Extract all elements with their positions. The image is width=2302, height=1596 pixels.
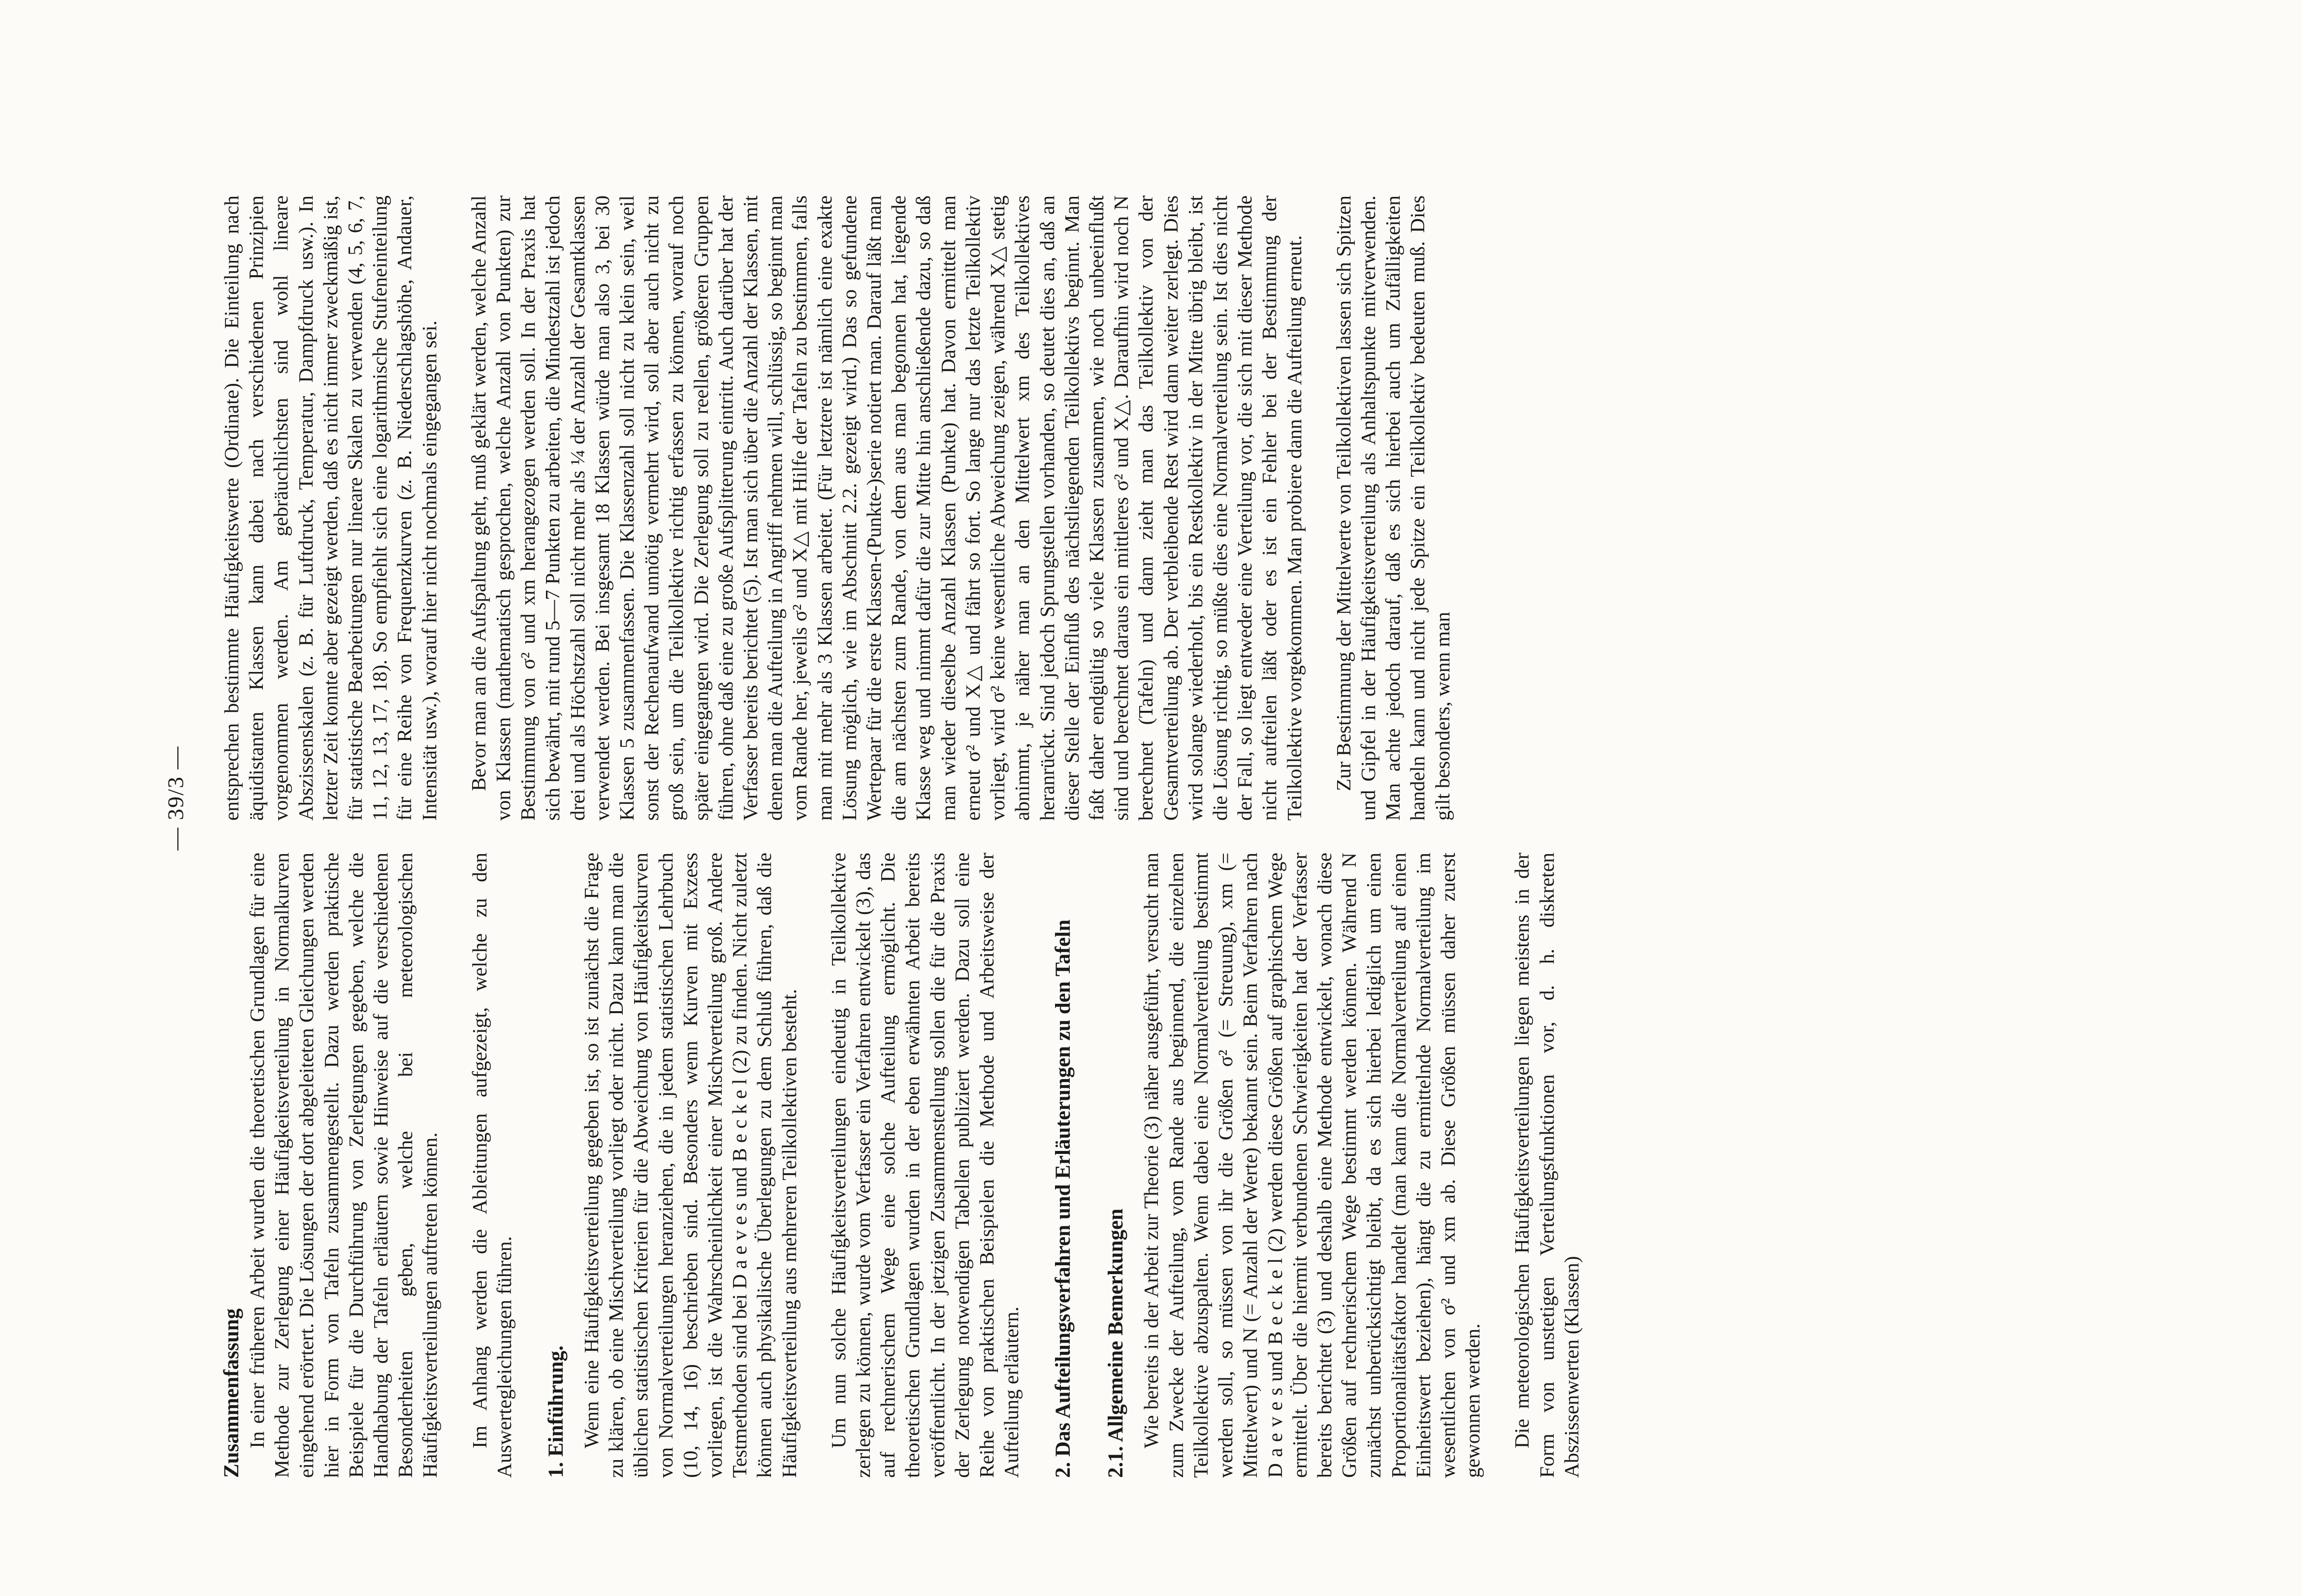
section-1-paragraph-2: Um nun solche Häufigkeitsverteilungen eindeutig in Teilkollektive zerlegen zu können, wurde vom Verfasser ein Verfahren entwickelt (3), das auf rechnerischem Wege eine solche Aufteilung ermöglicht. Die theoretischen Grundlagen wurden in der eben erwähnten Arbeit bereits veröffentlicht. In der jetzigen Zusammenstellung sollen die für die Praxis der Zerlegung notwendigen Tabellen publiziert werden. Dazu soll eine Reihe von praktischen Beispielen die Methode und Arbeitsweise der Aufteilung erläutern. — [827, 853, 1023, 1478]
right-column — [219, 195, 1455, 821]
page-number: — 39/3 — — [163, 745, 188, 851]
summary-paragraph: In einer früheren Arbeit wurden die theoretischen Grundlagen für eine Methode zur Zerlegung einer Häufigkeitsverteilung in Normalkurven eingehend erörtert. Die Lösungen der dort abgeleiteten Gleichungen werden hier in Form von Tafeln zusammengestellt. Dazu werden praktische Beispiele für die Durchführung von Zerlegungen gegeben, welche die Handhabung der Tafeln erläutern sowie Hinweise auf die verschiedenen Besonderheiten geben, welche bei meteorologischen Häufigkeitsverteilungen auftreten können. — [246, 853, 442, 1478]
summary-heading: Zusammenfassung — [220, 1308, 243, 1478]
section-2-1-paragraph-1: Wie bereits in der Arbeit zur Theorie (3) näher ausgeführt, versucht man zum Zwecke der Aufteilung, vom Rande aus beginnend, die einzelnen Teilkollektive abzuspalten. Wenn dabei eine Normalverteilung bestimmt werden soll, so müssen von ihr die Größen σ² (= Streuung), xm (= Mittelwert) und N (= Anzahl der Werte) bekannt sein. Beim Verfahren nach D a e v e s und B e c k e l (2) werden diese Größen auf graphischem Wege ermittelt. Über die hiermit verbundenen Schwierigkeiten hat der Verfasser bereits berichtet (3) und deshalb eine Methode entwickelt, wonach diese Größen auf rechnerischem Wege bestimmt werden können. Während N zunächst unberücksichtigt bleibt, da es sich hierbei lediglich um einen Proportionalitätsfaktor handelt (man kann die Normalverteilung auf einen Einheitswert beziehen), hängt die zu ermittelnde Normalverteilung im wesentlichen von σ² und xm ab. Diese Größen müssen daher zuerst gewonnen werden. — [1140, 853, 1484, 1478]
section-1-heading: 1. Einführung. — [544, 1345, 568, 1478]
right-paragraph-1: entsprechen bestimmte Häufigkeitswerte (Ordinate). Die Einteilung nach äquidistanten Klassen kann dabei nach verschiedenen Prinzipien vorgenommen werden. Am gebräuchlichsten sind wohl lineare Abszissenskalen (z. B. für Luftdruck, Temperatur, Dampfdruck usw.). In letzter Zeit konnte aber gezeigt werden, daß es nicht immer zweckmäßig ist, für statistische Bearbeitungen nur lineare Skalen zu verwenden (4, 5, 6, 7, 11, 12, 13, 17, 18). So empfiehlt sich eine logarithmische Stufeneinteilung für eine Reihe von Frequenzkurven (z. B. Niederschlagshöhe, Andauer, Intensität usw.), worauf hier nicht nochmals eingegangen sei. — [220, 195, 441, 821]
section-2-heading: 2. Das Aufteilungsverfahren und Erläuterungen zu den Tafeln — [1052, 919, 1075, 1478]
right-paragraph-2: Bevor man an die Aufspaltung geht, muß geklärt werden, welche Anzahl von Klassen (mathematisch gesprochen, welche Anzahl von Punkten) zur Bestimmung von σ² und xm herangezogen werden soll. In der Praxis hat sich bewährt, mit rund 5—7 Punkten zu arbeiten, die Mindestzahl ist jedoch drei und als Höchstzahl soll nicht mehr als ¼ der Anzahl der Gesamtklassen verwendet werden. Bei insgesamt 18 Klassen würde man also 3, bei 30 Klassen 5 zusammenfassen. Die Klassenzahl soll nicht zu klein sein, weil sonst der Rechenaufwand unnötig vermehrt wird, soll aber auch nicht zu groß sein, um die Teilkollektive richtig erfassen zu können, worauf noch später eingegangen wird. Die Zerlegung soll zu reellen, größeren Gruppen führen, ohne daß eine zu große Aufsplitterung eintritt. Auch darüber hat der Verfasser bereits berichtet (5). Ist man sich über die Anzahl der Klassen, mit denen man die Aufteilung in Angriff nehmen will, schlüssig, so beginnt man vom Rande her, jeweils σ² und X△ mit Hilfe der Tafeln zu bestimmen, falls man mit mehr als 3 Klassen arbeitet. (Für letztere ist nämlich eine exakte Lösung möglich, wie im Abschnitt 2.2. gezeigt wird.) Das so gefundene Wertepaar für die erste Klassen-(Punkte-)serie notiert man. Darauf läßt man die am nächsten zum Rande, von dem aus man begonnen hat, liegende Klasse weg und nimmt dafür die zur Mitte hin anschließende dazu, so daß man wieder dieselbe Anzahl Klassen (Punkte) hat. Davon ermittelt man erneut σ² und X△ und fährt so fort. So lange nur das letzte Teilkollektiv vorliegt, wird σ² keine wesentliche Abweichung zeigen, während X△ stetig abnimmt, je näher man an den Mittelwert xm des Teilkollektives heranrückt. Sind jedoch Sprungstellen vorhanden, so deutet dies an, daß an dieser Stelle der Einfluß des nächstliegenden Teilkollektivs beginnt. Man faßt daher endgültig so viele Klassen zusammen, wie noch unbeeinflußt sind und berechnet daraus ein mittleres σ² und X△. Daraufhin wird noch N berechnet (Tafeln) und dann zieht man das Teilkollektiv von der Gesamtverteilung ab. Der verbleibende Rest wird dann weiter zerlegt. Dies wird solange wiederholt, bis ein Restkollektiv in der Mitte übrig bleibt, ist die Lösung richtig, so müßte dies eine Normalverteilung sein. Ist dies nicht der Fall, so liegt entweder eine Verteilung vor, die sich mit dieser Methode nicht aufteilen läßt oder es ist ein Fehler bei der Bestimmung der Teilkollektive vorgekommen. Man probiere dann die Aufteilung erneut. — [467, 195, 1306, 821]
summary-appendix-paragraph: Im Anhang werden die Ableitungen aufgezeigt, welche zu den Auswertegleichungen führen. — [468, 853, 515, 1478]
right-paragraph-3: Zur Bestimmung der Mittelwerte von Teilkollektiven lassen sich Spitzen und Gipfel in der Häufigkeitsverteilung als Anhaltspunkte mitverwenden. Man achte jedoch darauf, daß es sich hierbei auch um Zufälligkeiten handeln kann und nicht jede Spitze ein Teilkollektiv bedeuten muß. Dies gilt besonders, wenn man — [1332, 195, 1454, 821]
section-1-paragraph-1: Wenn eine Häufigkeitsverteilung gegeben ist, so ist zunächst die Frage zu klären, ob eine Mischverteilung vorliegt oder nicht. Dazu kann man die üblichen statistischen Kriterien für die Abweichung von Häufigkeitskurven von Normalverteilungen heranziehen, die in jedem statistischen Lehrbuch (10, 14, 16) beschrieben sind. Besonders wenn Kurven mit Exzess vorliegen, ist die Wahrscheinlichkeit einer Mischverteilung groß. Andere Testmethoden sind bei D a e v e s und B e c k e l (2) zu finden. Nicht zuletzt können auch physikalische Überlegungen zu dem Schluß führen, daß die Häufigkeitsverteilung aus mehreren Teilkollektiven besteht. — [580, 853, 800, 1478]
section-2-1-paragraph-2: Die meteorologischen Häufigkeitsverteilungen liegen meistens in der Form von unstetigen Verteilungsfunktionen vor, d. h. diskreten Abszissenwerten (Klassen) — [1510, 853, 1583, 1478]
left-column — [219, 853, 1584, 1478]
section-2-1-heading: 2.1. Allgemeine Bemerkungen — [1104, 1208, 1128, 1478]
